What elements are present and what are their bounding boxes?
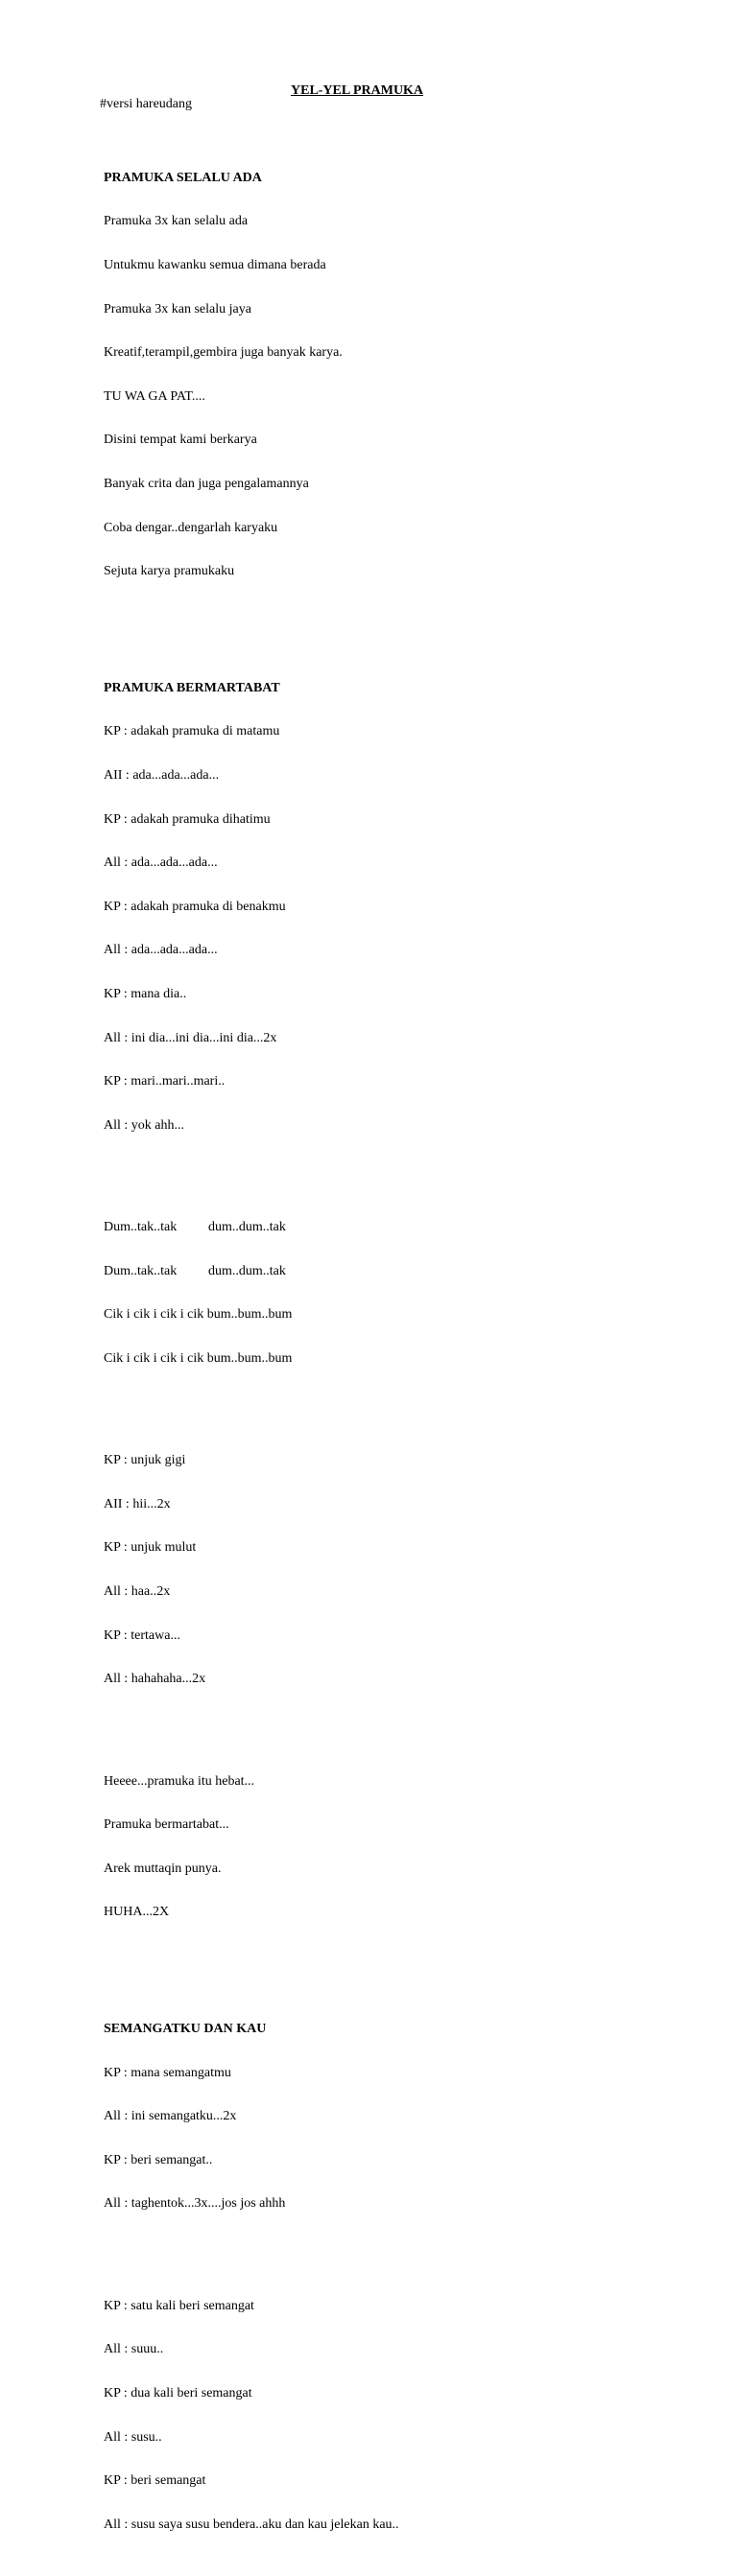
section-heading: PRAMUKA SELALU ADA [104, 170, 262, 185]
rhythm-right: dum..dum..tak [208, 1220, 286, 1235]
rhythm-row [104, 1220, 399, 1234]
lyric-line: KP : adakah pramuka di matamu [104, 724, 280, 739]
lyric-line: Pramuka 3x kan selalu ada [104, 214, 249, 229]
lyric-line: KP : satu kali beri semangat [104, 2298, 254, 2313]
lyric-line: KP : unjuk gigi [104, 1453, 186, 1468]
lyric-line: KP : mari..mari..mari.. [104, 1074, 226, 1089]
lyric-line: Sejuta karya pramukaku [104, 564, 235, 579]
rhythm-row [104, 1264, 399, 1278]
lyric-line: Cik i cik i cik i cik bum..bum..bum [104, 1307, 293, 1323]
lyric-line: All : haa..2x [104, 1584, 171, 1600]
lyric-line: Pramuka 3x kan selalu jaya [104, 301, 251, 316]
lyric-line: Arek muttaqin punya. [104, 1861, 222, 1876]
lyric-line: All : yok ahh... [104, 1117, 184, 1133]
lyric-line: All : ini semangatku...2x [104, 2109, 237, 2124]
document-body [104, 112, 399, 2576]
blank-line [104, 2240, 399, 2255]
section-heading: SEMANGATKU DAN KAU [104, 2021, 267, 2036]
lyric-line: KP : beri semangat.. [104, 2152, 213, 2167]
rhythm-right: dum..dum..tak [208, 1263, 286, 1278]
lyric-line: Cik i cik i cik i cik bum..bum..bum [104, 1350, 293, 1366]
lyric-line: Untukmu kawanku semua dimana berada [104, 258, 326, 272]
lyric-line: TU WA GA PAT.... [104, 388, 205, 404]
lyric-line: Kreatif,terampil,gembira juga banyak karya. [104, 345, 343, 361]
lyric-line: Coba dengar..dengarlah karyaku [104, 520, 278, 535]
blank-line [104, 608, 399, 622]
lyric-line: All : ada...ada...ada... [104, 855, 218, 871]
lyric-line: KP : dua kali beri semangat [104, 2385, 252, 2400]
lyric-line: KP : mana semangatmu [104, 2065, 231, 2080]
lyric-line: KP : unjuk mulut [104, 1540, 197, 1556]
lyric-line: Banyak crita dan juga pengalamannya [104, 476, 309, 491]
blank-line [104, 1949, 399, 1963]
lyric-line: All : suuu.. [104, 2342, 164, 2357]
document-title: YEL-YEL PRAMUKA [291, 83, 424, 98]
lyric-line: All : susu saya susu bendera..aku dan kau jelekan kau.. [104, 2517, 399, 2532]
section-heading: PRAMUKA BERMARTABAT [104, 680, 280, 695]
lyric-line: KP : adakah pramuka di benakmu [104, 899, 286, 914]
lyric-line: All : susu.. [104, 2429, 162, 2445]
blank-line [104, 1716, 399, 1730]
lyric-line: Heeee...pramuka itu hebat... [104, 1773, 255, 1789]
lyric-line: All : ini dia...ini dia...ini dia...2x [104, 1030, 277, 1045]
rhythm-left: Dum..tak..tak [104, 1220, 178, 1235]
blank-line [104, 1161, 399, 1176]
lyric-line: All : taghentok...3x....jos jos ahhh [104, 2196, 286, 2212]
blank-line [104, 1394, 399, 1409]
lyric-line: KP : beri semangat [104, 2473, 206, 2489]
lyric-line: All : ada...ada...ada... [104, 943, 218, 958]
lyric-line: KP : tertawa... [104, 1628, 180, 1643]
lyric-line: Pramuka bermartabat... [104, 1817, 229, 1833]
rhythm-left: Dum..tak..tak [104, 1263, 178, 1278]
lyric-line: AII : ada...ada...ada... [104, 767, 220, 783]
lyric-line: All : hahahaha...2x [104, 1672, 206, 1687]
lyric-line: Disini tempat kami berkarya [104, 433, 257, 448]
version-note: #versi hareudang [100, 97, 193, 111]
lyric-line: KP : adakah pramuka dihatimu [104, 811, 271, 827]
lyric-line: AII : hii...2x [104, 1496, 171, 1511]
lyric-line: KP : mana dia.. [104, 986, 187, 1001]
lyric-line: HUHA...2X [104, 1905, 170, 1920]
